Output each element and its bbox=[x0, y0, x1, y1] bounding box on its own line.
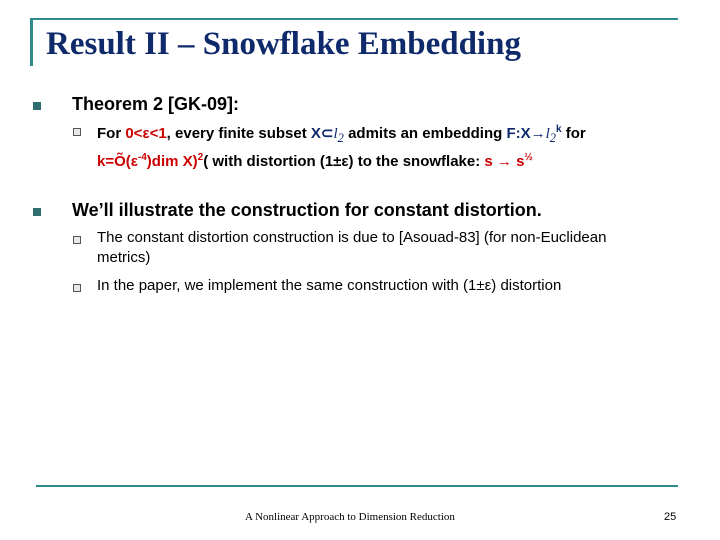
k-bound-text: )dim X) bbox=[146, 153, 198, 170]
snowflake-text: s → s bbox=[484, 153, 525, 170]
theorem-text: For bbox=[97, 125, 126, 142]
footer-line bbox=[36, 485, 678, 487]
theorem-text: , every finite subset bbox=[166, 125, 311, 142]
epsilon-condition: 0<ε<1 bbox=[125, 125, 167, 142]
footer-title: A Nonlinear Approach to Dimension Reduction bbox=[245, 511, 455, 523]
theorem-line-1 bbox=[97, 120, 697, 148]
sub-bullet-marker bbox=[73, 284, 81, 292]
embedding-expr bbox=[506, 124, 562, 145]
slide-title: Result II – Snowflake Embedding bbox=[46, 26, 521, 62]
theorem-statement bbox=[97, 120, 697, 172]
subset-symbol: X⊂ bbox=[310, 125, 334, 142]
l2-symbol: l bbox=[545, 126, 550, 142]
l2-symbol: l bbox=[333, 126, 338, 142]
exponent: 2 bbox=[197, 152, 204, 163]
sub-bullet-marker bbox=[73, 128, 81, 136]
subset-expr bbox=[310, 125, 344, 145]
sub-bullet-2-text: In the paper, we implement the same construction with (1±ε) distortion bbox=[97, 277, 562, 294]
dimension-k: k bbox=[556, 124, 562, 135]
bullet-1-text: Theorem 2 [GK-09]: bbox=[72, 94, 240, 114]
theorem-text: for bbox=[561, 125, 586, 142]
l2-subscript: 2 bbox=[549, 131, 557, 145]
bullet-marker bbox=[33, 208, 41, 216]
sub-bullet-1-text: The constant distortion construction is due to [Asouad-83] (for non-Euclidean metrics) bbox=[97, 229, 607, 266]
snowflake-map bbox=[484, 153, 532, 170]
frame-left-bar bbox=[30, 18, 33, 66]
exponent: ½ bbox=[524, 152, 533, 163]
k-bound bbox=[97, 153, 203, 170]
theorem-text: admits an embedding bbox=[343, 125, 507, 142]
bullet-2-text: We’ll illustrate the construction for constant distortion. bbox=[72, 200, 542, 220]
theorem-text: ( with distortion (1±ε) to the snowflake: bbox=[203, 153, 485, 170]
l2-subscript: 2 bbox=[337, 131, 344, 145]
page-number: 25 bbox=[664, 511, 677, 523]
bullet-marker bbox=[33, 102, 41, 110]
theorem-line-2 bbox=[97, 148, 697, 172]
embedding-map: F:X→ bbox=[506, 125, 546, 142]
k-bound-text: k=Õ(ε bbox=[97, 153, 138, 170]
sub-bullet-marker bbox=[73, 236, 81, 244]
frame-top-line bbox=[30, 18, 678, 20]
exponent: -4 bbox=[137, 152, 147, 163]
